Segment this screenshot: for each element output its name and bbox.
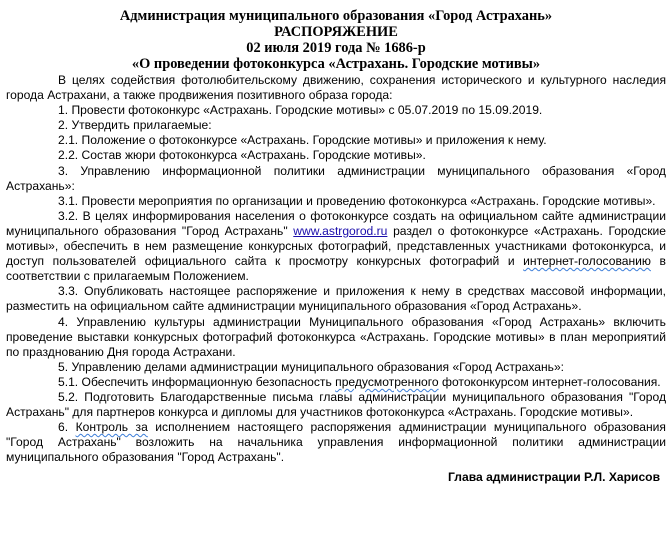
paragraph-item-2-1: 2.1. Положение о фотоконкурсе «Астрахань. Городские мотивы» и приложения к нему. bbox=[58, 133, 547, 148]
document-title: «О проведении фотоконкурса «Астрахань. Городские мотивы» bbox=[131, 56, 541, 72]
paragraph-item-5-2: 5.2. Подготовить Благодарственные письма главы администрации муниципального образования "Город Астрахань" для партнеров конкурса и дипломы для участников фотоконкурса «Астрахань. Городские мотивы». bbox=[6, 389, 666, 420]
document-type: РАСПОРЯЖЕНИЕ bbox=[274, 24, 398, 40]
paragraph-item-2: 2. Утвердить прилагаемые: bbox=[58, 118, 212, 133]
paragraph-item-2-2: 2.2. Состав жюри фотоконкурса «Астрахань. Городские мотивы». bbox=[58, 148, 426, 163]
official-site-link[interactable]: www.astrgorod.ru bbox=[293, 223, 388, 238]
paragraph-item-5: 5. Управлению делами администрации муниципального образования «Город Астрахань»: bbox=[58, 359, 565, 374]
item-5-1-text-a: 5.1. Обеспечить информационную безопасность bbox=[58, 374, 332, 389]
item-3-2-text-b: раздел о фотоконкурсе «Астрахань. Городские мотивы», обеспечить в нем размещение конкурсных фотографий, представленных участниками фотоконкурса, и доступ пользователей официального сайта к просмотру конкурсных фотографий и bbox=[6, 223, 666, 269]
paragraph-intro: В целях содействия фотолюбительскому движению, сохранения исторического и культурного наследия города Астрахани, а также продвижения позитивного образа города: bbox=[6, 73, 666, 103]
spellcheck-flagged-word: предусмотренного bbox=[335, 374, 439, 389]
document-header bbox=[6, 8, 666, 72]
document-body bbox=[6, 73, 666, 465]
paragraph-item-3-2 bbox=[6, 209, 666, 284]
organization-name: Администрация муниципального образования «Город Астрахань» bbox=[119, 8, 553, 24]
document-date-number: 02 июля 2019 года № 1686-р bbox=[246, 40, 426, 56]
paragraph-item-3: 3. Управлению информационной политики администрации муниципального образования «Город Астрахань»: bbox=[6, 163, 666, 193]
item-6-text: исполнением настоящего распоряжения администрации муниципального образования "Город Астрахань" возложить на начальника управления информационной политики администрации муниципального образования "Город Астрахань". bbox=[6, 420, 666, 465]
spellcheck-flagged-phrase: Контроль за bbox=[75, 420, 148, 435]
paragraph-item-4: 4. Управлению культуры администрации Муниципального образования «Город Астрахань» включить проведение выставки конкурсных фотографий фотоконкурса «Астрахань. Городские мотивы» в план мероприятий по празднованию Дня города Астрахани. bbox=[6, 314, 666, 359]
paragraph-item-6 bbox=[6, 420, 666, 465]
item-6-number: 6. bbox=[58, 420, 69, 435]
paragraph-item-3-1: 3.1. Провести мероприятия по организации и проведению фотоконкурса «Астрахань. Городские мотивы». bbox=[58, 193, 656, 208]
item-3-2-text-a: 3.2. В целях информирования населения о фотоконкурсе создать на официальном сайте администрации муниципального образования "Город Астрахань" bbox=[6, 208, 666, 238]
paragraph-item-5-1 bbox=[6, 375, 666, 390]
item-5-1-text-b: фотоконкурсом интернет-голосования. bbox=[442, 374, 661, 389]
spellcheck-flagged-word: интернет-голосованию bbox=[523, 254, 651, 269]
paragraph-item-1: 1. Провести фотоконкурс «Астрахань. Городские мотивы» с 05.07.2019 по 15.09.2019. bbox=[58, 103, 543, 118]
paragraph-item-3-3: 3.3. Опубликовать настоящее распоряжение и приложения к нему в средствах массовой информации, разместить на официальном сайте администрации муниципального образования «Город Астрахань». bbox=[6, 284, 666, 314]
signature: Глава администрации Р.Л. Харисов bbox=[448, 470, 660, 485]
item-3-2-text-c: в соответствии с прилагаемым Положением. bbox=[6, 254, 666, 284]
